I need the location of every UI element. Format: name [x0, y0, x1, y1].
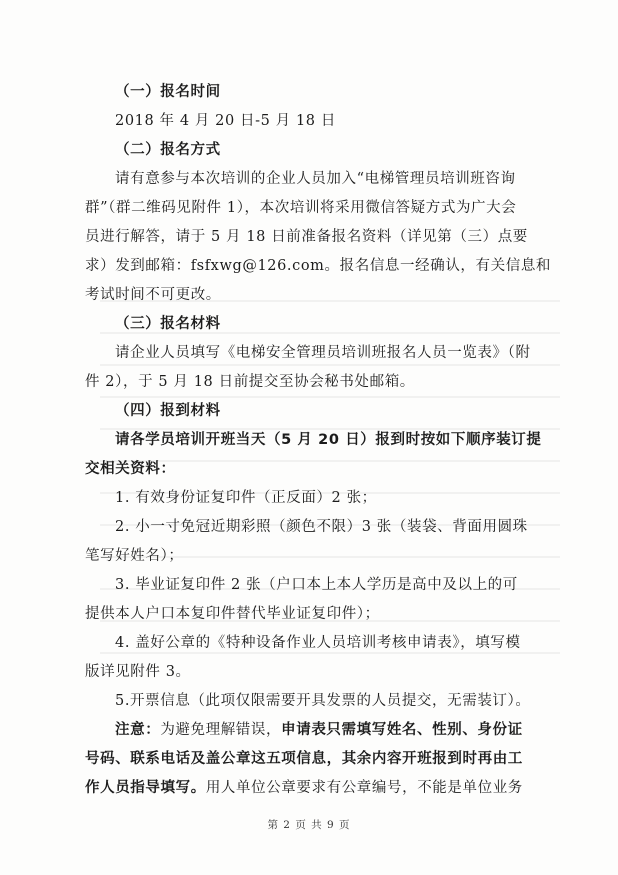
note-text: 为避免理解错误， [160, 722, 282, 738]
paragraph-line-bold: 交相关资料： [85, 461, 176, 477]
list-item-continued: 版详见附件 3。 [85, 664, 191, 680]
paragraph-line: 员进行解答，请于 5 月 18 日前准备报名资料（详见第（三）点要 [85, 229, 528, 245]
list-item: 3. 毕业证复印件 2 张（户口本上本人学历是高中及以上的可 [115, 577, 518, 593]
list-item-continued: 笔写好姓名）； [85, 548, 184, 564]
note-emphasis: 作人员指导填写。 [85, 780, 206, 796]
list-item-continued: 提供本人户口本复印件替代毕业证复印件）； [85, 606, 380, 622]
paragraph-line-bold: 请各学员培训开班当天（5 月 20 日）报到时按如下顺序装订提 [115, 432, 542, 448]
list-item: 5.开票信息（此项仅限需要开具发票的人员提交，无需装订）。 [115, 693, 531, 709]
paragraph-line: 考试时间不可更改。 [85, 287, 221, 303]
list-item: 4. 盖好公章的《特种设备作业人员培训考核申请表》，填写模 [115, 635, 521, 651]
note-line-2: 号码、联系电话及盖公章这五项信息，其余内容开班报到时再由工 [85, 751, 523, 767]
list-item: 1. 有效身份证复印件（正反面）2 张； [115, 490, 377, 506]
document-body [85, 78, 555, 803]
note-line-3 [85, 774, 555, 803]
note-emphasis: 申请表只需填写姓名、性别、身份证 [281, 722, 523, 738]
section-4-heading: （四）报到材料 [115, 403, 221, 419]
paragraph-line: 件 2），于 5 月 18 日前提交至协会秘书处邮箱。 [85, 374, 415, 390]
list-item: 2. 小一寸免冠近期彩照（颜色不限）3 张（装袋、背面用圆珠 [115, 519, 528, 535]
note-label: 注意： [115, 722, 161, 738]
section-2-heading: （二）报名方式 [115, 142, 221, 158]
section-1-heading: （一）报名时间 [115, 84, 221, 100]
paragraph-line: 求）发到邮箱：fsfxwg@126.com。报名信息一经确认，有关信息和 [85, 258, 552, 274]
paragraph-line: 请企业人员填写《电梯安全管理员培训班报名人员一览表》（附 [115, 345, 531, 361]
registration-date: 2018 年 4 月 20 日-5 月 18 日 [115, 113, 336, 129]
paragraph-line: 请有意参与本次培训的企业人员加入“电梯管理员培训班咨询 [115, 171, 516, 187]
section-3-heading: （三）报名材料 [115, 316, 221, 332]
page-footer: 第 2 页 共 9 页 [267, 819, 351, 831]
paragraph-line: 群”（群二维码见附件 1），本次培训将采用微信答疑方式为广大会 [85, 200, 517, 216]
note-text: 用人单位公章要求有公章编号，不能是单位业务 [205, 780, 523, 796]
note-line-1 [85, 716, 555, 745]
